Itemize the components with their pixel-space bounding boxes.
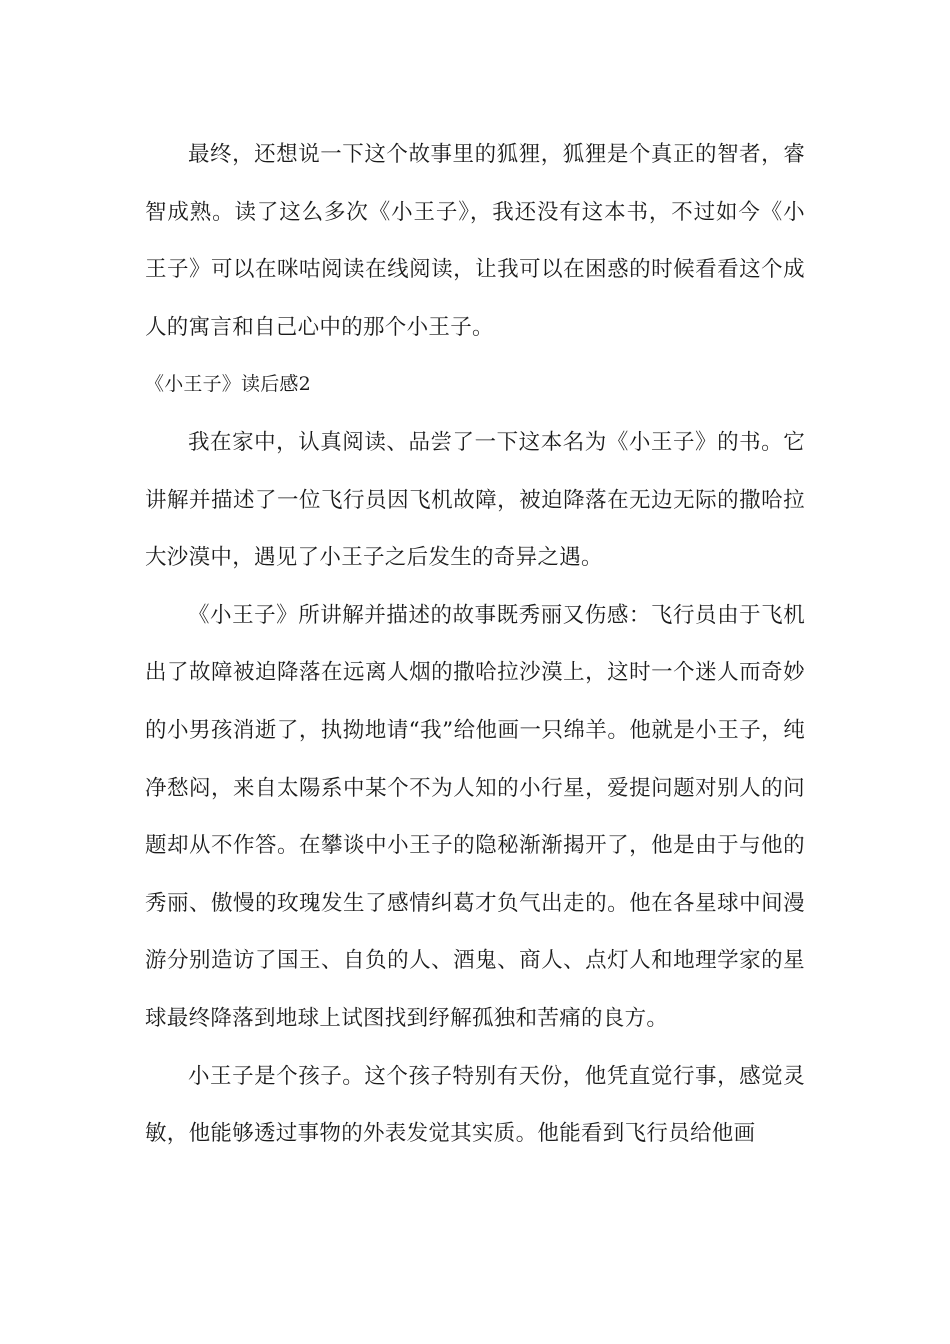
paragraph: 《小王子》所讲解并描述的故事既秀丽又伤感：飞行员由于飞机出了故障被迫降落在远离人烟的撒哈拉沙漠上，这时一个迷人而奇妙的小男孩消逝了，执拗地请“我”给他画一只绵羊。他就是小王子，纯净愁闷，来自太陽系中某个不为人知的小行星，爱提问题对别人的问题却从不作答。在攀谈中小王子的隐秘渐渐揭开了，他是由于与他的秀丽、傲慢的玫瑰发生了感情纠葛才负气出走的。他在各星球中间漫游分别造访了国王、自负的人、酒鬼、商人、点灯人和地理学家的星球最终降落到地球上试图找到纾解孤独和苦痛的良方。	[145, 602, 805, 1031]
paragraph: 小王子是个孩子。这个孩子特别有天份，他凭直觉行事，感觉灵敏，他能够透过事物的外表发觉其实质。他能看到飞行员给他画	[145, 1063, 805, 1147]
section-heading: 《小王子》读后感2	[145, 373, 311, 396]
document-body	[145, 126, 805, 1163]
paragraph: 最终，还想说一下这个故事里的狐狸，狐狸是个真正的智者，睿智成熟。读了这么多次《小王子》，我还没有这本书，不过如今《小王子》可以在咪咕阅读在线阅读，让我可以在困惑的时候看看这个成人的寓言和自己心中的那个小王子。	[145, 142, 805, 340]
paragraph: 我在家中，认真阅读、品尝了一下这本名为《小王子》的书。它讲解并描述了一位飞行员因飞机故障，被迫降落在无边无际的撒哈拉大沙漠中，遇见了小王子之后发生的奇异之遇。	[145, 429, 805, 571]
